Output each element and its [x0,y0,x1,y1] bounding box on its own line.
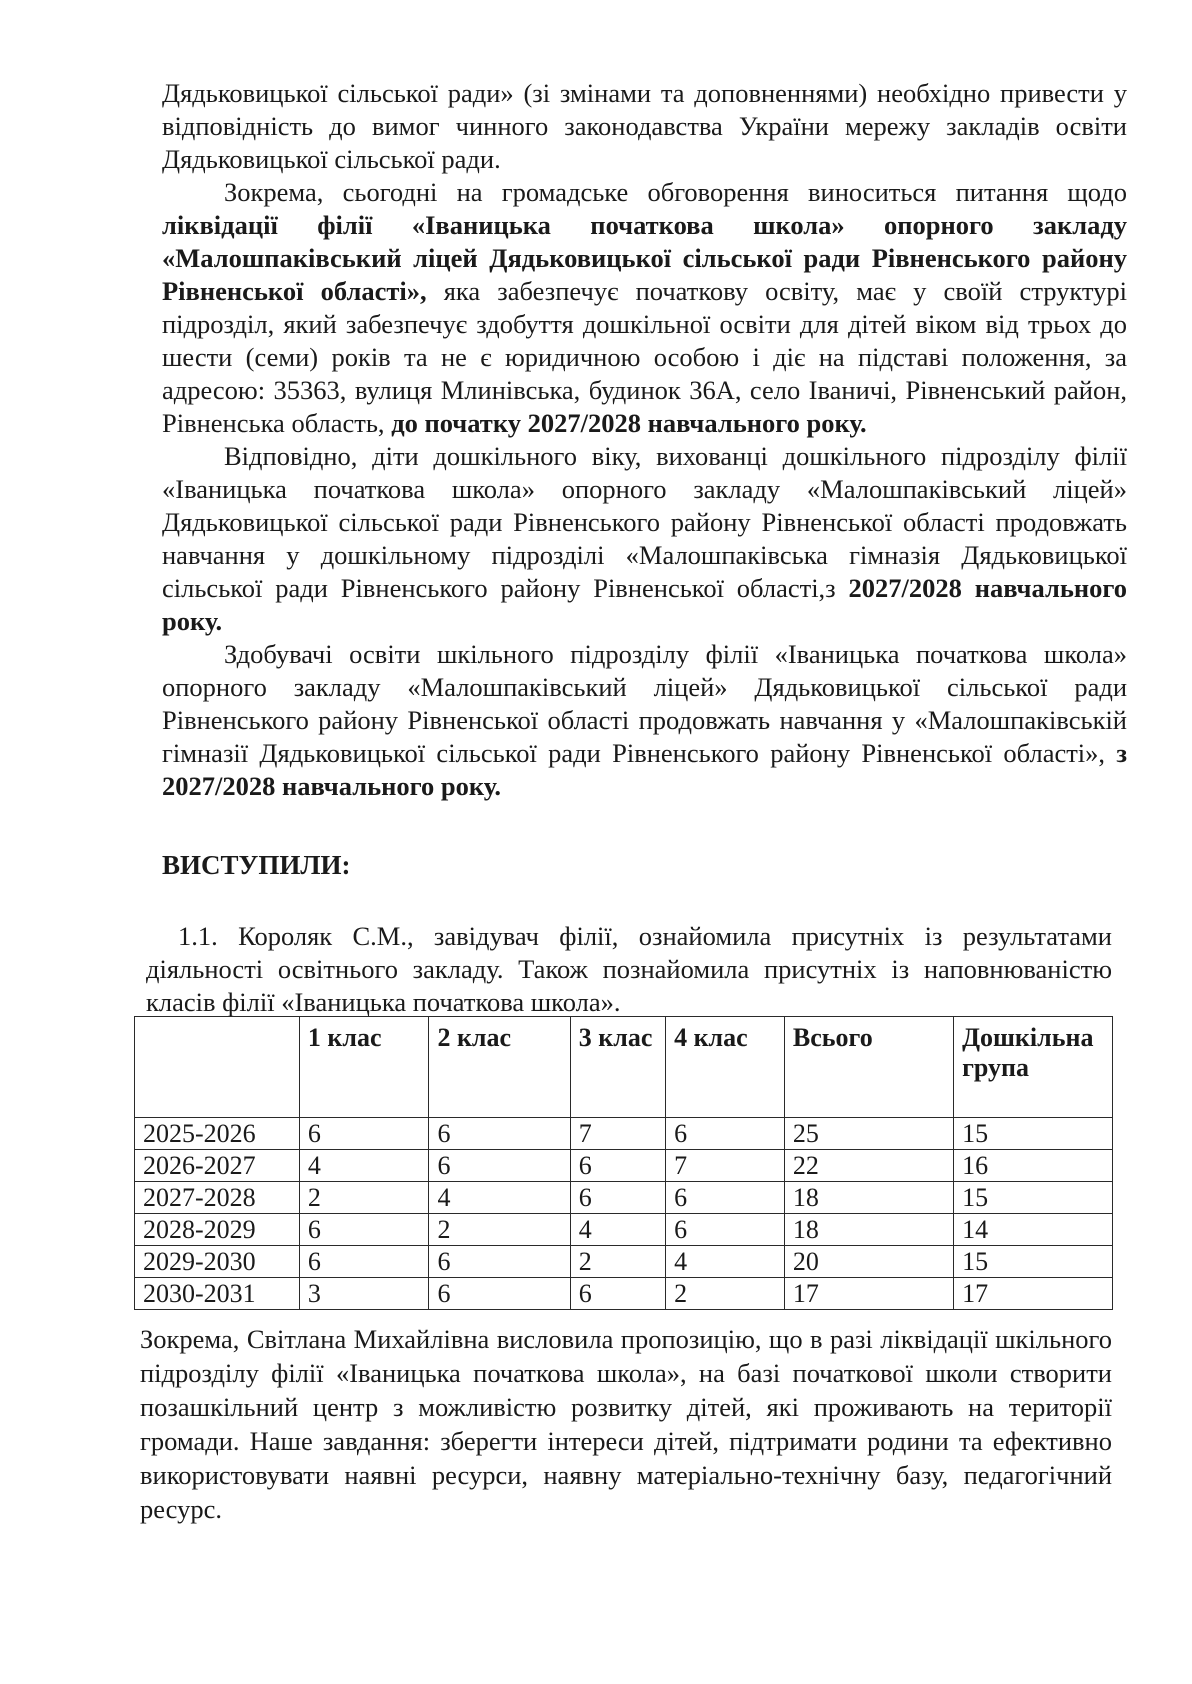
cell-grade-1: 6 [299,1214,429,1246]
cell-total: 25 [784,1118,953,1150]
intro-paragraph-1: Дядьковицької сільської ради» (зі змінами та доповненнями) необхідно привести у відповідність до вимог чинного законодавства України мережу закладів освіти Дядьковицької сільської ради. [162,78,1127,174]
table-row [135,1278,1113,1310]
speech-section [146,920,1112,1019]
p4-text-a: Здобувачі освіти шкільного підрозділу філії «Іваницька початкова школа» опорного закладу «Малошпаківський ліцей» Дядьковицької сільської ради Рівненського району Рівненської області продовжать навчання у «Малошпаківській гімназії Дядьковицької сільської ради Рівненського району Рівненської області», [162,639,1127,768]
cell-grade-2: 6 [429,1118,570,1150]
closing-paragraph: Зокрема, Світлана Михайлівна висловила пропозицію, що в разі ліквідації шкільного підрозділу філії «Іваницька початкова школа», на базі початкової школи створити позашкільний центр з можливістю розвитку дітей, які проживають на території громади. Наше завдання: зберегти інтереси дітей, підтримати родини та ефективно використовувати наявні ресурси, наявну матеріально-технічну базу, педагогічний ресурс. [140,1324,1112,1524]
cell-year: 2029-2030 [135,1246,300,1278]
intro-paragraph-3 [162,440,1127,638]
cell-grade-3: 2 [570,1246,665,1278]
cell-grade-1: 3 [299,1278,429,1310]
intro-section [162,77,1127,803]
cell-total: 18 [784,1214,953,1246]
cell-grade-4: 6 [666,1118,785,1150]
cell-year: 2030-2031 [135,1278,300,1310]
table-row [135,1214,1113,1246]
p2-text-c: яка забезпечує початкову освіту, має у своїй структурі підрозділ, який забезпечує здобуття дошкільної освіти для дітей віком від трьох до шести (семи) років та не є юридичною особою і діє на підставі положення, за адресою: 35363, вулиця Млинівська, будинок 36А, село Іваничі, Рівненський район, Рівненська область, [162,276,1127,438]
header-cell-preschool: Дошкільна група [954,1017,1113,1118]
cell-grade-1: 4 [299,1150,429,1182]
cell-total: 18 [784,1182,953,1214]
cell-preschool: 16 [954,1150,1113,1182]
header-cell-grade-1: 1 клас [299,1017,429,1118]
class-enrollment-table [134,1016,1113,1310]
table-row [135,1118,1113,1150]
cell-preschool: 15 [954,1182,1113,1214]
cell-grade-1: 2 [299,1182,429,1214]
header-cell-grade-4: 4 клас [666,1017,785,1118]
cell-total: 20 [784,1246,953,1278]
cell-preschool: 15 [954,1118,1113,1150]
p2-bold-subject: ліквідації філії «Іваницька початкова школа» опорного закладу «Малошпаківський ліцей Дядьковицької сільської ради Рівненського району Рівненської області», [162,210,1127,306]
p3-bold-year: 2027/2028 навчального року. [162,573,1127,636]
table-row [135,1182,1113,1214]
speech-paragraph: 1.1. Короляк С.М., завідувач філії, ознайомила присутніх із результатами діяльності освітнього закладу. Також познайомила присутніх із наповнюваністю класів філії «Іваницька початкова школа». [146,921,1112,1017]
cell-grade-3: 6 [570,1150,665,1182]
intro-paragraph-4 [162,638,1127,803]
intro-paragraph-2 [162,176,1127,440]
cell-year: 2028-2029 [135,1214,300,1246]
cell-grade-2: 6 [429,1150,570,1182]
cell-preschool: 15 [954,1246,1113,1278]
p2-bold-deadline: до початку 2027/2028 навчального року. [391,408,867,438]
cell-preschool: 17 [954,1278,1113,1310]
cell-grade-4: 6 [666,1182,785,1214]
cell-grade-3: 4 [570,1214,665,1246]
cell-preschool: 14 [954,1214,1113,1246]
cell-grade-4: 6 [666,1214,785,1246]
header-cell-total: Всього [784,1017,953,1118]
cell-year: 2027-2028 [135,1182,300,1214]
cell-year: 2026-2027 [135,1150,300,1182]
cell-grade-2: 6 [429,1246,570,1278]
cell-grade-1: 6 [299,1118,429,1150]
header-cell-grade-3: 3 клас [570,1017,665,1118]
table-header-row [135,1017,1113,1118]
cell-grade-2: 2 [429,1214,570,1246]
p4-bold-year: з 2027/2028 навчального року. [162,738,1127,801]
cell-total: 22 [784,1150,953,1182]
table-row [135,1246,1113,1278]
cell-grade-4: 2 [666,1278,785,1310]
header-cell-year [135,1017,300,1118]
table-row [135,1150,1113,1182]
cell-grade-4: 7 [666,1150,785,1182]
header-cell-grade-2: 2 клас [429,1017,570,1118]
cell-total: 17 [784,1278,953,1310]
section-heading: ВИСТУПИЛИ: [162,850,351,880]
cell-grade-3: 7 [570,1118,665,1150]
cell-grade-2: 4 [429,1182,570,1214]
cell-grade-3: 6 [570,1278,665,1310]
cell-grade-3: 6 [570,1182,665,1214]
cell-year: 2025-2026 [135,1118,300,1150]
p3-text-a: Відповідно, діти дошкільного віку, вихованці дошкільного підрозділу філії «Іваницька початкова школа» опорного закладу «Малошпаківський ліцей» Дядьковицької сільської ради Рівненського району Рівненської області продовжать навчання у дошкільному підрозділі «Малошпаківська гімназія Дядьковицької сільської ради Рівненського району Рівненської області,з [162,441,1127,603]
cell-grade-1: 6 [299,1246,429,1278]
p2-text-a: Зокрема, сьогодні на громадське обговорення виноситься питання щодо [224,177,1127,207]
cell-grade-4: 4 [666,1246,785,1278]
cell-grade-2: 6 [429,1278,570,1310]
